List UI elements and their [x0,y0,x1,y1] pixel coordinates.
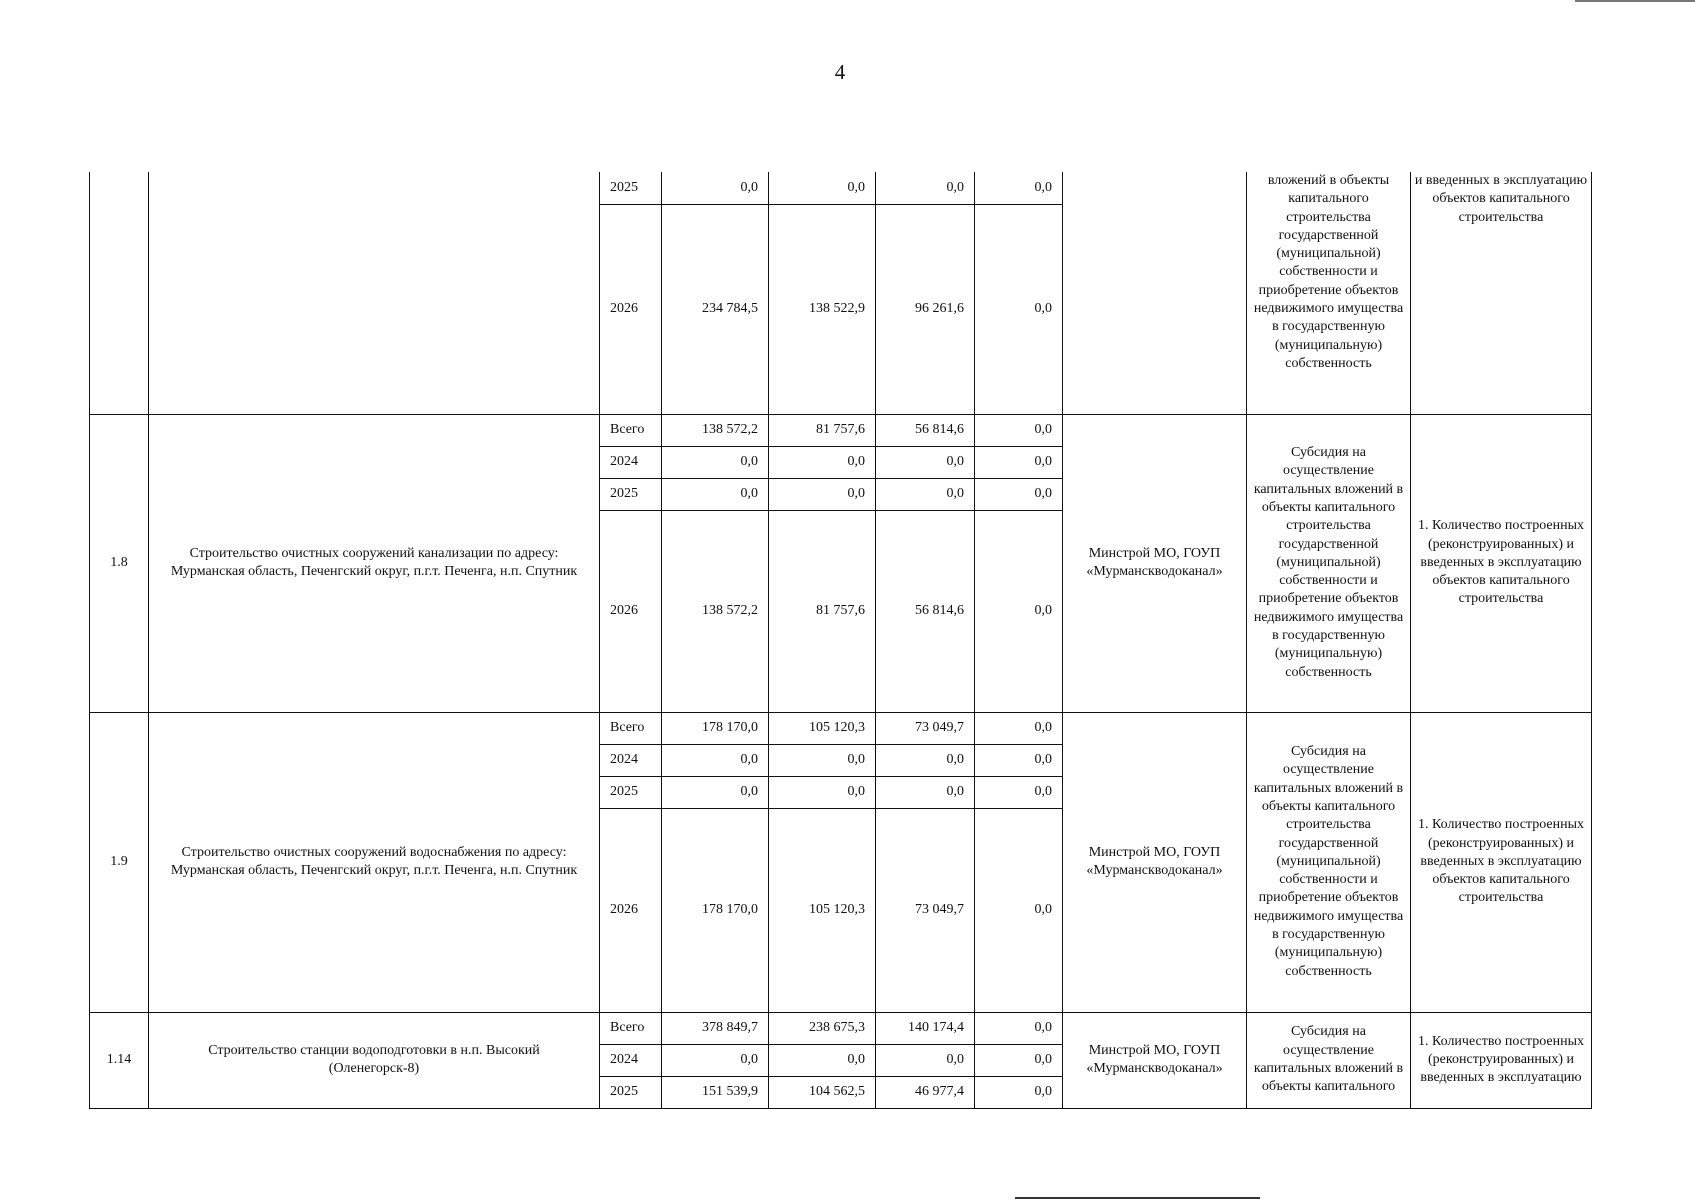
federal-budget-value: 238 675,3 [769,1012,876,1044]
federal-budget-value: 104 562,5 [769,1076,876,1108]
federal-budget-value: 81 757,6 [769,510,876,712]
federal-budget-value: 0,0 [769,478,876,510]
federal-budget-value: 0,0 [769,776,876,808]
indicator-description: 1. Количество построенных (реконструированных) и введенных в эксплуатацию [1411,1012,1592,1108]
total-value: 178 170,0 [662,808,769,1012]
federal-budget-value: 0,0 [769,172,876,204]
year-cell: 2024 [600,446,662,478]
year-cell: 2025 [600,1076,662,1108]
other-sources-value: 0,0 [975,204,1063,414]
page-number: 4 [834,60,846,84]
year-cell: 2026 [600,204,662,414]
year-cell: 2025 [600,172,662,204]
total-value: 0,0 [662,1044,769,1076]
total-value: 138 572,2 [662,510,769,712]
row-number [90,172,149,414]
regional-budget-value: 140 174,4 [876,1012,975,1044]
row-number: 1.9 [90,712,149,1012]
year-cell: 2025 [600,776,662,808]
year-cell: 2026 [600,510,662,712]
other-sources-value: 0,0 [975,510,1063,712]
regional-budget-value: 96 261,6 [876,204,975,414]
event-description: вложений в объекты капитального строительства государственной (муниципальной) собственности и приобретение объектов недвижимого имущества в государственную (муниципальную) собственность [1247,172,1411,414]
event-description: Субсидия на осуществление капитальных вложений в объекты капитального строительства государственной (муниципальной) собственности и приобретение объектов недвижимого имущества в государственную (муниципальную) собственность [1247,414,1411,712]
total-value: 0,0 [662,446,769,478]
other-sources-value: 0,0 [975,446,1063,478]
other-sources-value: 0,0 [975,712,1063,744]
total-value: 0,0 [662,744,769,776]
year-cell: 2025 [600,478,662,510]
table-row [90,172,1592,204]
table-row [90,1012,1592,1044]
federal-budget-value: 0,0 [769,1044,876,1076]
regional-budget-value: 0,0 [876,172,975,204]
other-sources-value: 0,0 [975,478,1063,510]
regional-budget-value: 0,0 [876,478,975,510]
total-value: 151 539,9 [662,1076,769,1108]
regional-budget-value: 0,0 [876,446,975,478]
regional-budget-value: 0,0 [876,1044,975,1076]
regional-budget-value: 73 049,7 [876,712,975,744]
regional-budget-value: 73 049,7 [876,808,975,1012]
other-sources-value: 0,0 [975,414,1063,446]
federal-budget-value: 0,0 [769,446,876,478]
year-cell: Всего [600,1012,662,1044]
event-name: Строительство станции водоподготовки в н.п. Высокий (Оленегорск-8) [149,1012,600,1108]
executor: Минстрой МО, ГОУП «Мурманскводоканал» [1063,414,1247,712]
scan-edge-mark [1575,0,1695,2]
federal-budget-value: 81 757,6 [769,414,876,446]
regional-budget-value: 0,0 [876,776,975,808]
table-row [90,414,1592,446]
row-number: 1.8 [90,414,149,712]
other-sources-value: 0,0 [975,744,1063,776]
indicator-description: и введенных в эксплуатацию объектов капитального строительства [1411,172,1592,414]
year-cell: 2024 [600,744,662,776]
event-description: Субсидия на осуществление капитальных вложений в объекты капитального строительства государственной (муниципальной) собственности и приобретение объектов недвижимого имущества в государственную (муниципальную) собственность [1247,712,1411,1012]
year-cell: Всего [600,414,662,446]
executor [1063,172,1247,414]
table-row [90,712,1592,744]
total-value: 0,0 [662,478,769,510]
year-cell: 2026 [600,808,662,1012]
table-body [90,172,1592,1108]
regional-budget-value: 0,0 [876,744,975,776]
total-value: 0,0 [662,172,769,204]
event-name [149,172,600,414]
regional-budget-value: 56 814,6 [876,510,975,712]
total-value: 138 572,2 [662,414,769,446]
other-sources-value: 0,0 [975,172,1063,204]
other-sources-value: 0,0 [975,1012,1063,1044]
other-sources-value: 0,0 [975,1076,1063,1108]
executor: Минстрой МО, ГОУП «Мурманскводоканал» [1063,1012,1247,1108]
footer-rule [1015,1197,1260,1199]
indicator-description: 1. Количество построенных (реконструированных) и введенных в эксплуатацию объектов капитального строительства [1411,414,1592,712]
total-value: 234 784,5 [662,204,769,414]
program-table [89,172,1592,1109]
event-name: Строительство очистных сооружений канализации по адресу: Мурманская область, Печенгский округ, п.г.т. Печенга, н.п. Спутник [149,414,600,712]
year-cell: 2024 [600,1044,662,1076]
regional-budget-value: 46 977,4 [876,1076,975,1108]
other-sources-value: 0,0 [975,776,1063,808]
event-name: Строительство очистных сооружений водоснабжения по адресу: Мурманская область, Печенгский округ, п.г.т. Печенга, н.п. Спутник [149,712,600,1012]
indicator-description: 1. Количество построенных (реконструированных) и введенных в эксплуатацию объектов капитального строительства [1411,712,1592,1012]
total-value: 178 170,0 [662,712,769,744]
regional-budget-value: 56 814,6 [876,414,975,446]
federal-budget-value: 105 120,3 [769,808,876,1012]
federal-budget-value: 0,0 [769,744,876,776]
row-number: 1.14 [90,1012,149,1108]
total-value: 0,0 [662,776,769,808]
event-description: Субсидия на осуществление капитальных вложений в объекты капитального [1247,1012,1411,1108]
total-value: 378 849,7 [662,1012,769,1044]
executor: Минстрой МО, ГОУП «Мурманскводоканал» [1063,712,1247,1012]
federal-budget-value: 105 120,3 [769,712,876,744]
federal-budget-value: 138 522,9 [769,204,876,414]
year-cell: Всего [600,712,662,744]
other-sources-value: 0,0 [975,808,1063,1012]
other-sources-value: 0,0 [975,1044,1063,1076]
